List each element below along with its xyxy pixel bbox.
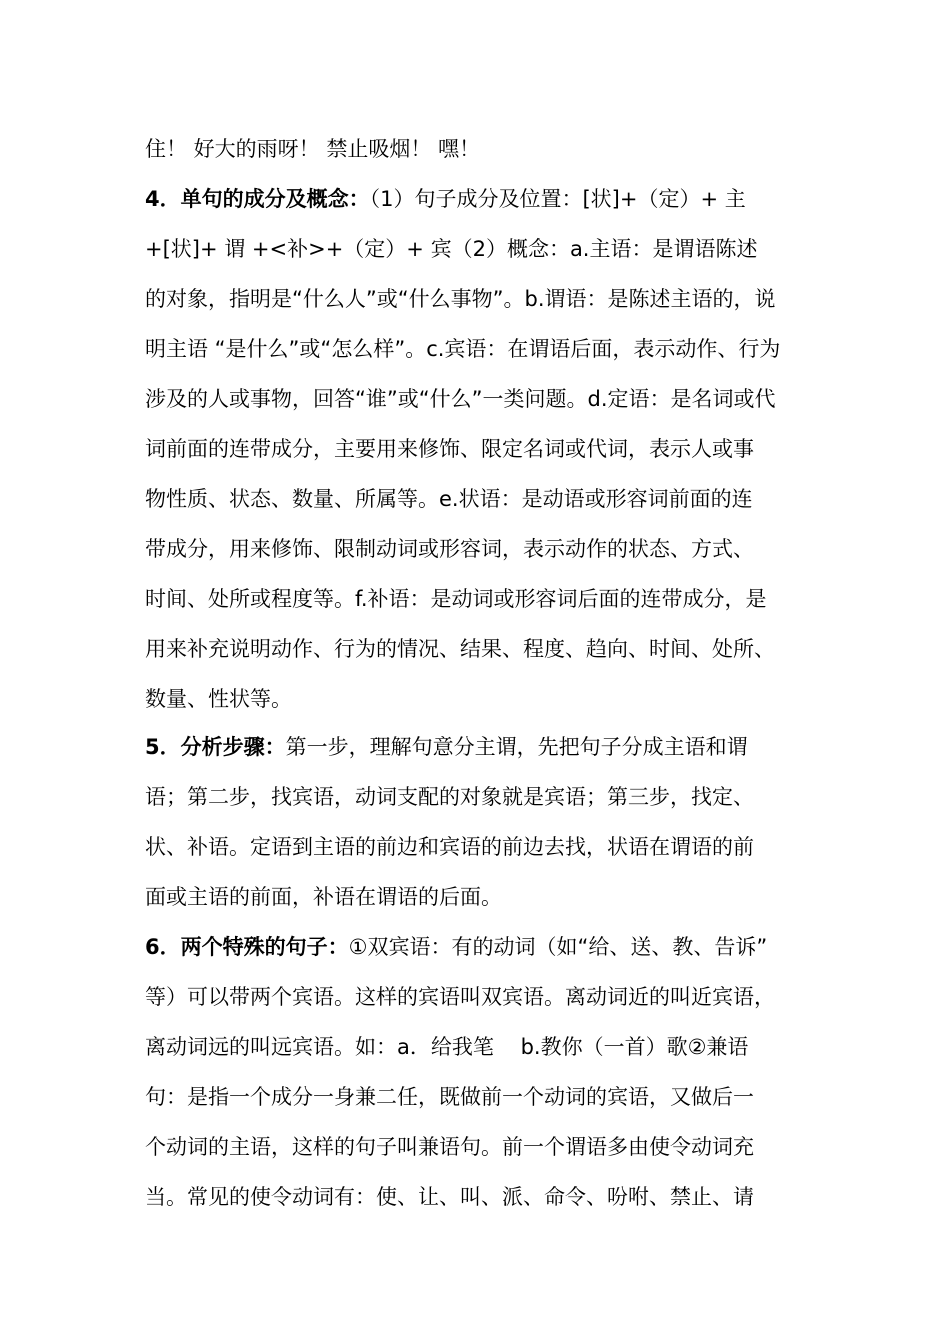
body-text: 用来补充说明动作、行为的情况、结果、程度、趋向、时间、处所、 [145,637,775,661]
body-text: ①双宾语：有的动词（如“给、送、教、告诉” [348,935,768,959]
text-line [145,486,753,512]
text-line [145,286,776,312]
text-line [145,336,780,362]
body-text: 的对象，指明是“什么人”或“什么事物”。b.谓语：是陈述主语的，说 [145,287,776,311]
text-line [145,1034,748,1060]
text-line [145,834,754,860]
text-line [145,686,292,712]
body-text: 语；第二步，找宾语，动词支配的对象就是宾语；第三步，找定、 [145,785,754,809]
body-text: 第一步，理解句意分主谓，先把句子分成主语和谓 [285,735,748,759]
body-text: 住！ 好大的雨呀！ 禁止吸烟！ 嘿！ [145,137,481,161]
body-text: 数量、性状等。 [145,687,292,711]
text-line [145,734,748,760]
body-text: 词前面的连带成分，主要用来修饰、限定名词或代词，表示人或事 [145,437,754,461]
section-heading: 5．分析步骤： [145,735,286,759]
text-line [145,136,480,162]
text-line [145,236,758,262]
body-text: 带成分，用来修饰、限制动词或形容词，表示动作的状态、方式、 [145,537,754,561]
body-text: 等）可以带两个宾语。这样的宾语叫双宾语。离动词近的叫近宾语， [145,985,775,1009]
text-line [145,934,767,960]
text-line [145,1184,754,1210]
body-text: 明主语 “是什么”或“怎么样”。c.宾语：在谓语后面，表示动作、行为 [145,337,781,361]
text-line [145,1084,754,1110]
body-text: 离动词远的叫远宾语。如：a．给我笔 b.教你（一首）歌②兼语 [145,1035,749,1059]
body-text: 物性质、状态、数量、所属等。e.状语：是动语或形容词前面的连 [145,487,753,511]
section-heading: 4．单句的成分及概念： [145,187,370,211]
text-line [145,536,754,562]
body-text: 时间、处所或程度等。f.补语：是动词或形容词后面的连带成分，是 [145,587,767,611]
section-heading: 6．两个特殊的句子： [145,935,349,959]
body-text: 面或主语的前面，补语在谓语的后面。 [145,885,502,909]
text-line [145,884,502,910]
text-line [145,386,776,412]
text-line [145,186,746,212]
body-text: （1）句子成分及位置：[状]+（定）+ 主 [369,187,746,211]
text-line [145,636,775,662]
text-line [145,436,754,462]
text-line [145,1134,754,1160]
text-line [145,984,775,1010]
body-text: 涉及的人或事物，回答“谁”或“什么”一类问题。d.定语：是名词或代 [145,387,776,411]
body-text: 句：是指一个成分一身兼二任，既做前一个动词的宾语，又做后一 [145,1085,754,1109]
body-text: 当。常见的使令动词有：使、让、叫、派、命令、吩咐、禁止、请 [145,1185,754,1209]
body-text: 个动词的主语，这样的句子叫兼语句。前一个谓语多由使令动词充 [145,1135,754,1159]
text-line [145,784,754,810]
body-text: +[状]+ 谓 +<补>+（定）+ 宾（2）概念：a.主语：是谓语陈述 [145,237,758,261]
text-line [145,586,767,612]
body-text: 状、补语。定语到主语的前边和宾语的前边去找，状语在谓语的前 [145,835,754,859]
